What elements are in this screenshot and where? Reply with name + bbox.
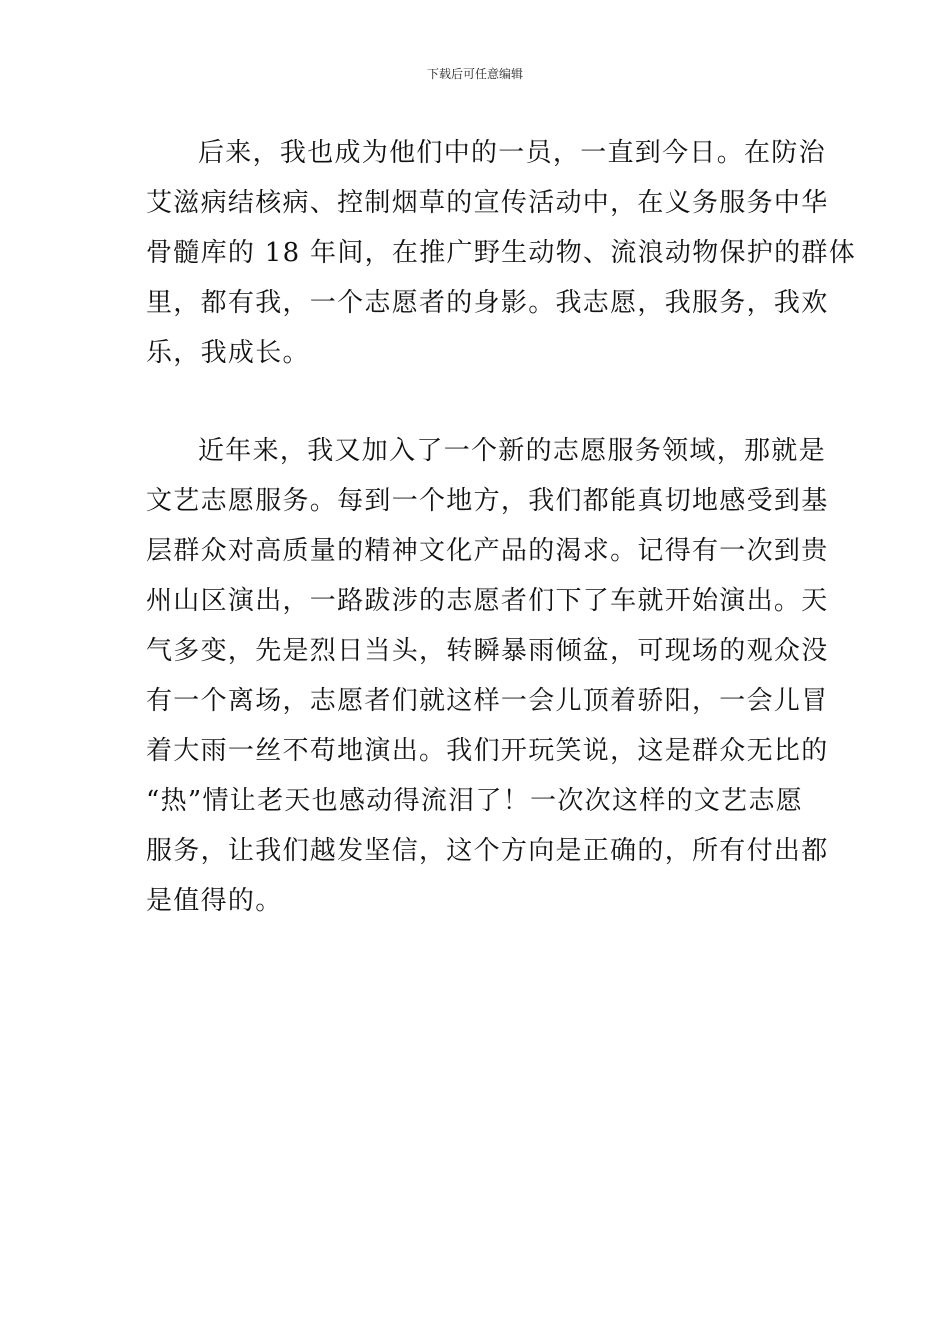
paragraph-line: 有一个离场，志愿者们就这样一会儿顶着骄阳，一会儿冒 [146,686,829,716]
paragraph-line: 艾滋病结核病、控制烟草的宣传活动中，在义务服务中华 [146,188,829,218]
paragraph-line: 乐，我成长。 [146,338,310,368]
paragraph-line: 文艺志愿服务。每到一个地方，我们都能真切地感受到基 [146,486,829,516]
paragraph-line: “热”情让老天也感动得流泪了！一次次这样的文艺志愿 [146,786,804,816]
paragraph-line: 气多变，先是烈日当头，转瞬暴雨倾盆，可现场的观众没 [146,636,829,666]
paragraph-line: 服务，让我们越发坚信，这个方向是正确的，所有付出都 [146,836,829,866]
paragraph-line: 州山区演出，一路跋涉的志愿者们下了车就开始演出。天 [146,586,829,616]
paragraph-line: 层群众对高质量的精神文化产品的渴求。记得有一次到贵 [146,536,829,566]
paragraph-1 [146,128,857,378]
paragraph-line: 里，都有我，一个志愿者的身影。我志愿，我服务，我欢 [146,288,829,318]
paragraph-line: 是值得的。 [146,886,283,916]
paragraph-2 [146,426,829,926]
page-header-note: 下载后可任意编辑 [426,67,523,81]
paragraph-line: 近年来，我又加入了一个新的志愿服务领域，那就是 [198,436,826,466]
paragraph-line: 骨髓库的 18 年间，在推广野生动物、流浪动物保护的群体 [146,238,857,268]
paragraph-line: 后来，我也成为他们中的一员，一直到今日。在防治 [198,138,826,168]
paragraph-line: 着大雨一丝不苟地演出。我们开玩笑说，这是群众无比的 [146,736,829,766]
document-body [146,128,857,926]
paragraph-spacer [146,378,810,426]
